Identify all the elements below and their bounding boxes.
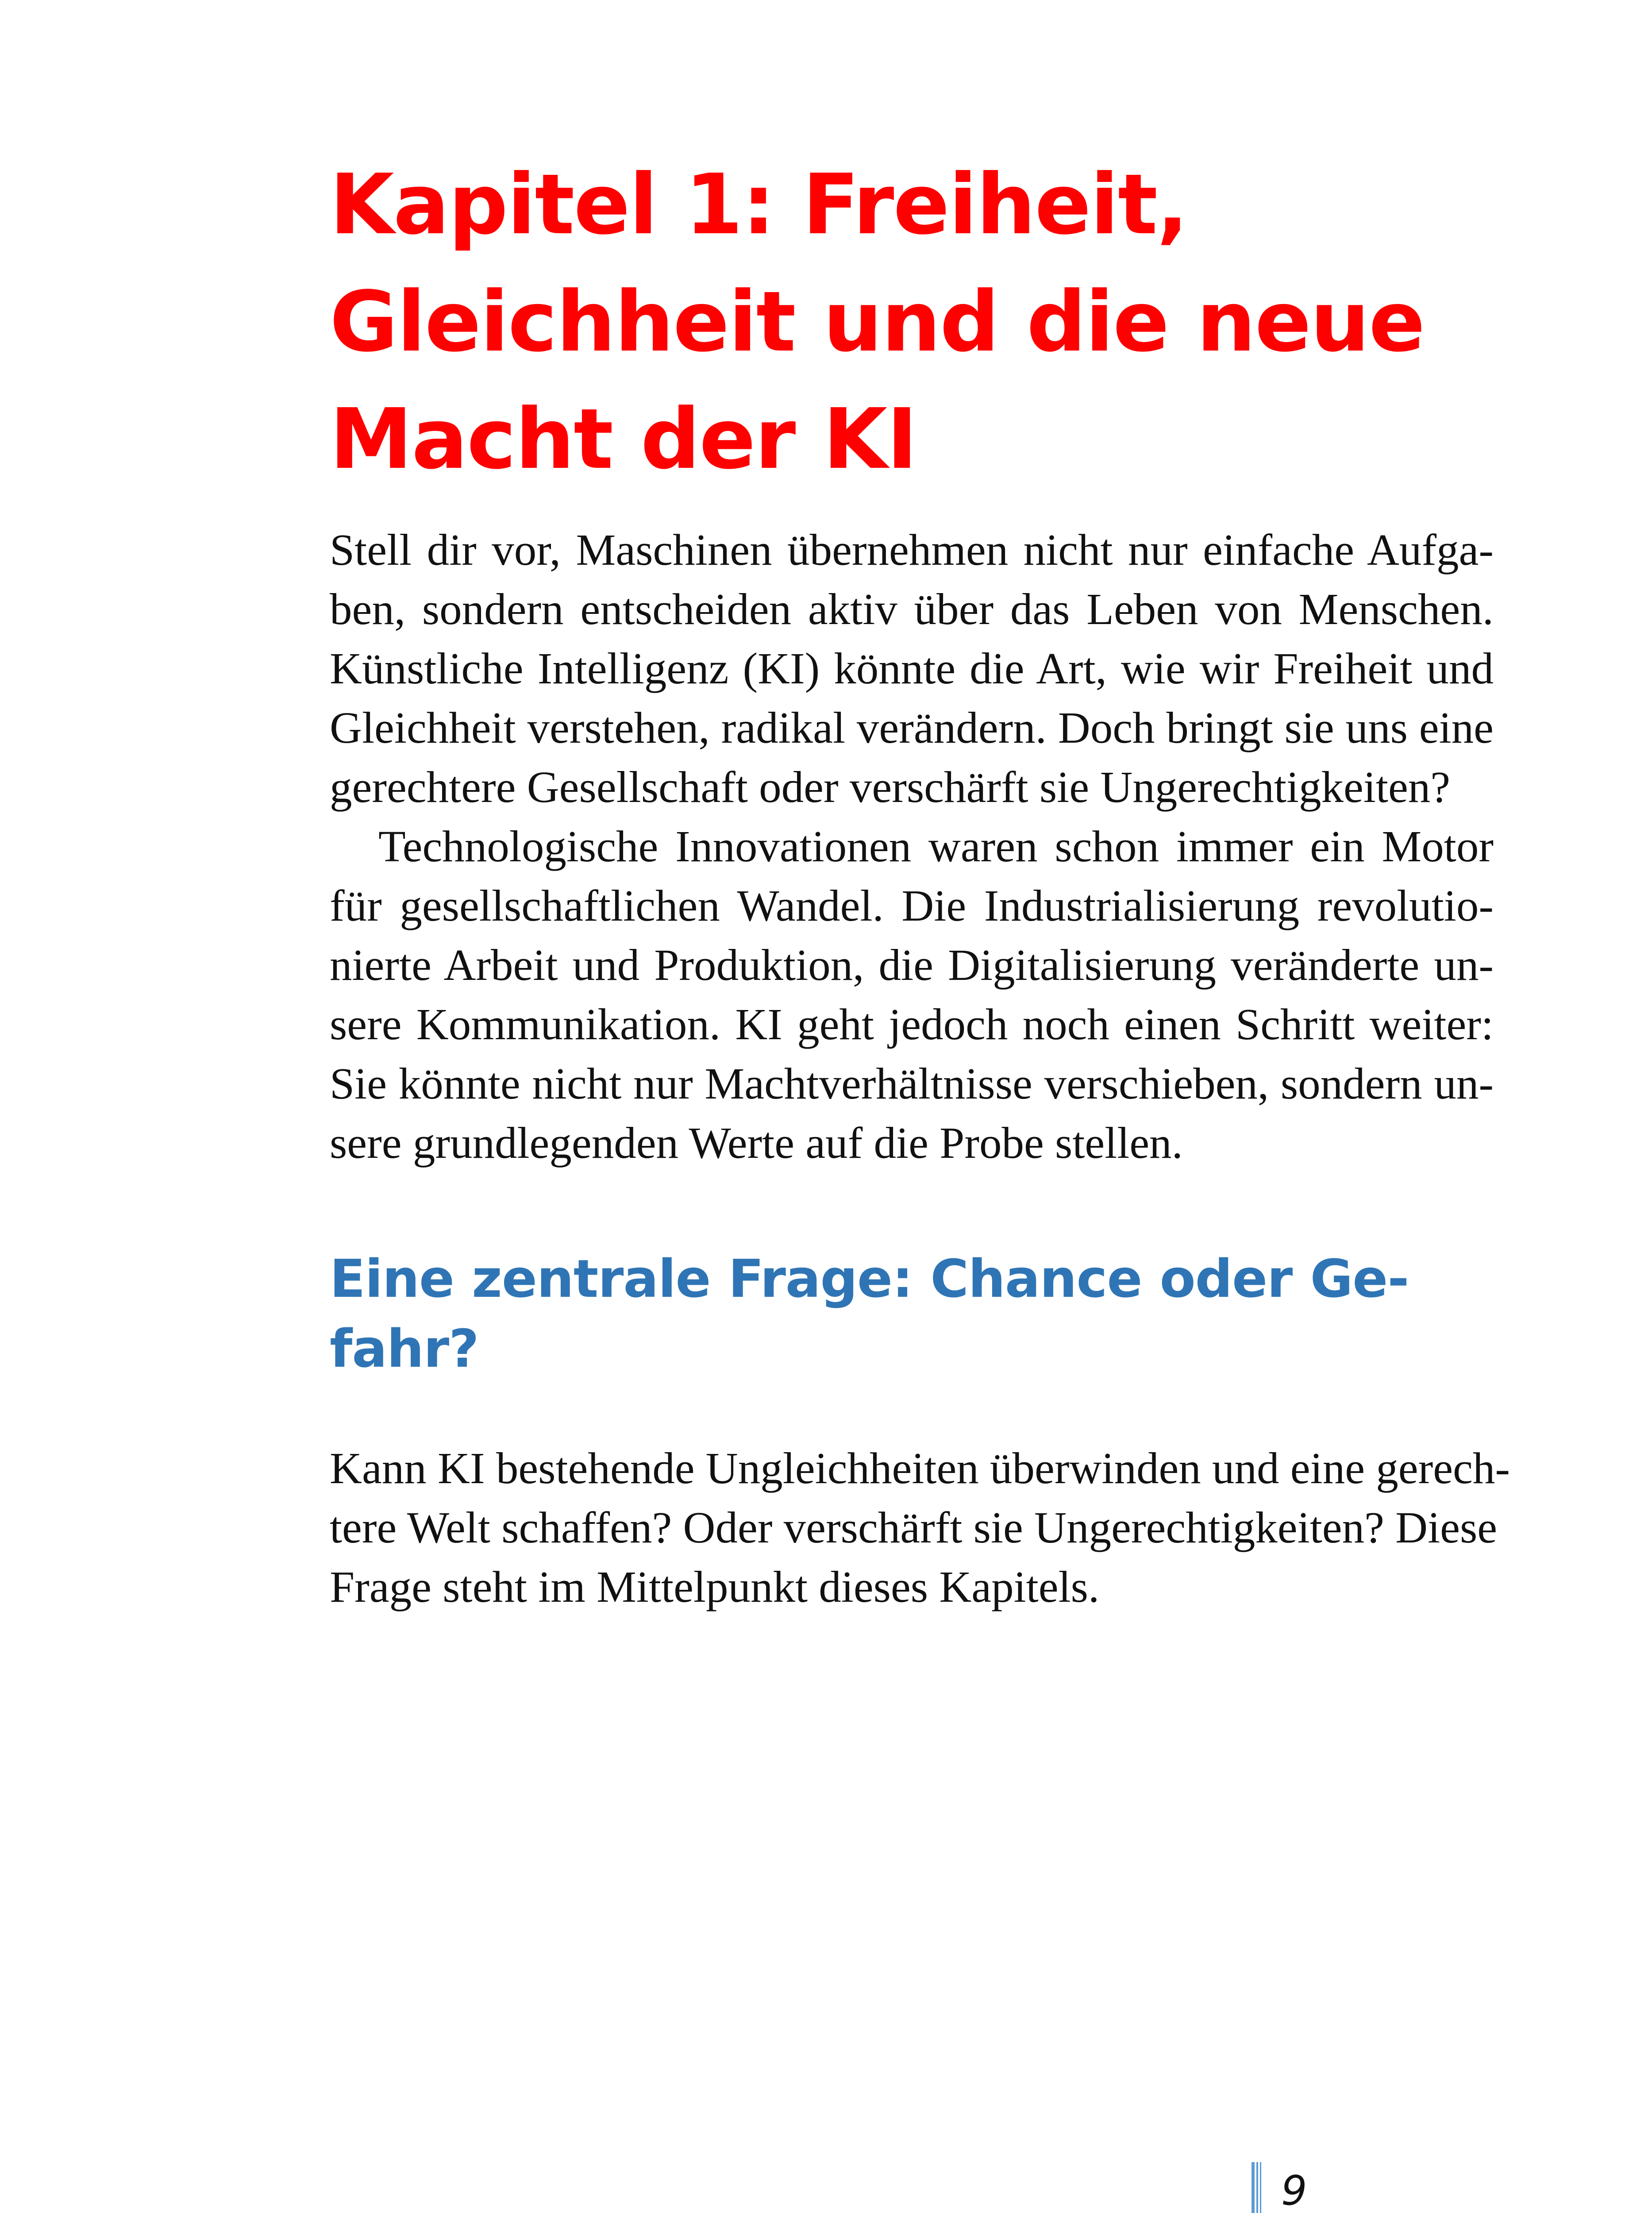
text-line: für gesellschaftlichen Wandel. Die Industrialisierung revolutio-: [330, 881, 1494, 930]
section-heading-line: fahr?: [330, 1318, 479, 1379]
innovation-paragraph: [330, 817, 1494, 1172]
text-line: Sie könnte nicht nur Machtverhältnisse verschieben, sondern un-: [330, 1059, 1494, 1108]
section-heading-line: Eine zentrale Frage: Chance oder Ge-: [330, 1248, 1409, 1309]
chapter-title: [330, 146, 1516, 498]
text-line: Gleichheit verstehen, radikal verändern. Doch bringt sie uns eine: [330, 703, 1494, 752]
page-number-rule: [1252, 2162, 1262, 2213]
page-number: 9: [1281, 2167, 1307, 2213]
text-line: Frage steht im Mittelpunkt dieses Kapitels.: [330, 1562, 1100, 1612]
chapter-title-line: Macht der KI: [330, 391, 917, 488]
text-line: nierte Arbeit und Produktion, die Digitalisierung veränderte un-: [330, 940, 1494, 990]
rule-bar: [1252, 2162, 1255, 2213]
text-line: sere Kommunikation. KI geht jedoch noch einen Schritt weiter:: [330, 999, 1494, 1049]
text-line: ben, sondern entscheiden aktiv über das Leben von Menschen.: [330, 584, 1494, 634]
rule-bar: [1256, 2162, 1258, 2213]
text-line: Künstliche Intelligenz (KI) könnte die Art, wie wir Freiheit und: [330, 644, 1494, 693]
chapter-title-line: Kapitel 1: Freiheit,: [330, 156, 1188, 253]
text-line: Technologische Innovationen waren schon immer ein Motor: [378, 821, 1494, 871]
text-line: Kann KI bestehende Ungleichheiten überwinden und eine gerech-: [330, 1443, 1510, 1493]
section-heading: [330, 1244, 1516, 1384]
text-line: tere Welt schaffen? Oder verschärft sie Ungerechtigkeiten? Diese: [330, 1503, 1498, 1552]
chapter-title-line: Gleichheit und die neue: [330, 274, 1425, 370]
intro-paragraph: [330, 520, 1494, 817]
text-line: gerechtere Gesellschaft oder verschärft sie Ungerechtigkeiten?: [330, 762, 1451, 812]
question-paragraph: [330, 1438, 1510, 1616]
text-line: sere grundlegenden Werte auf die Probe stellen.: [330, 1118, 1183, 1168]
text-line: Stell dir vor, Maschinen übernehmen nicht nur einfache Aufga-: [330, 525, 1494, 574]
rule-bar: [1260, 2162, 1261, 2213]
